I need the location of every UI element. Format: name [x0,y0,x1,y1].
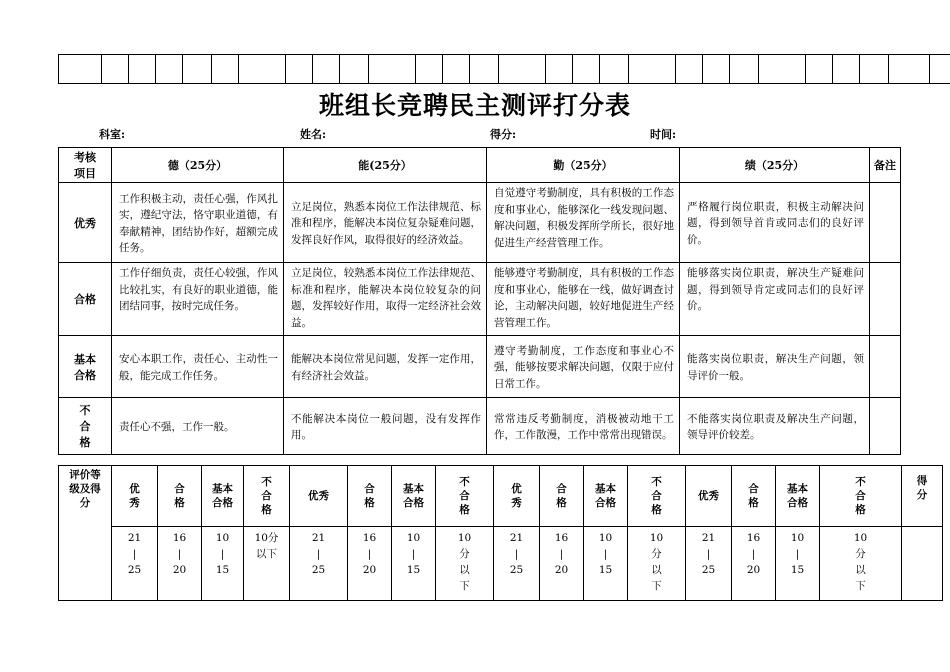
grade-range-cell: 10 分 以 下 [628,527,686,601]
neng-desc: 立足岗位，熟悉本岗位工作法律规范、标准和程序，能解决本岗位复杂疑难问题，发挥良好作风，取得很好的经济效益。 [284,183,487,263]
grade-level-cell: 基本 合格 [392,466,436,527]
grade-range-row [59,527,943,601]
level-label: 合格 [59,263,112,336]
remark-cell [870,398,901,455]
grading-table [58,465,943,601]
grade-range-cell: 10 | 15 [392,527,436,601]
score-column-header: 得 分 [902,466,943,527]
header-row [59,148,901,183]
grade-range-cell: 16 | 20 [348,527,392,601]
grade-range-cell: 10 | 15 [584,527,628,601]
grade-level-cell: 优秀 [290,466,348,527]
grade-level-cell: 合 格 [540,466,584,527]
grade-range-cell: 21 | 25 [686,527,732,601]
page-title: 班组长竞聘民主测评打分表 [318,91,631,120]
qin-desc: 能够遵守考勤制度，具有积极的工作态度和事业心，能够在一线，做好调查讨论，主动解决问题，较好地促进生产经营管理工作。 [487,263,680,336]
grade-range-cell: 16 | 20 [158,527,202,601]
row-basic [59,336,901,398]
ji-desc: 能落实岗位职责，解决生产问题，领导评价一般。 [680,336,870,398]
grade-level-cell: 基本 合格 [584,466,628,527]
header-ji: 绩（25分） [680,148,870,183]
de-desc: 安心本职工作，责任心、主动性一般，能完成工作任务。 [112,336,284,398]
level-label: 优秀 [59,183,112,263]
qin-desc: 常常违反考勤制度，消极被动地干工作，工作散漫，工作中常常出现错误。 [487,398,680,455]
remark-cell [870,183,901,263]
grade-level-cell: 不 合 格 [436,466,494,527]
grade-range-cell: 16 | 20 [540,527,584,601]
name-label: 姓名: [300,128,327,141]
grade-level-cell: 不 合 格 [628,466,686,527]
grade-level-cell: 优 秀 [112,466,158,527]
grade-range-cell: 10 分 以 下 [820,527,902,601]
blank-header-strip [58,54,950,84]
score-value-cell[interactable] [902,527,943,601]
grade-level-cell: 不 合 格 [244,466,290,527]
level-label: 不 合 格 [59,398,112,455]
grading-label: 评价等 级及得 分 [59,466,112,601]
grade-level-row [59,466,943,527]
grade-range-cell: 10 | 15 [776,527,820,601]
row-excellent [59,183,901,263]
grade-range-cell: 16 | 20 [732,527,776,601]
grade-level-cell: 合 格 [732,466,776,527]
grade-level-cell: 基本 合格 [202,466,244,527]
grade-level-cell: 不 合 格 [820,466,902,527]
level-label: 基本 合格 [59,336,112,398]
neng-desc: 立足岗位，较熟悉本岗位工作法律规范、标准和程序，能解决本岗位较复杂的问题，发挥较好作用，取得一定经济社会效益。 [284,263,487,336]
header-neng: 能(25分） [284,148,487,183]
de-desc: 责任心不强，工作一般。 [112,398,284,455]
grade-level-cell: 合 格 [158,466,202,527]
grade-level-cell: 优秀 [686,466,732,527]
time-label: 时间: [650,128,677,141]
ji-desc: 能够落实岗位职责，解决生产疑难问题，得到领导肯定或同志们的良好评价。 [680,263,870,336]
grade-range-cell: 21 | 25 [290,527,348,601]
remark-cell [870,263,901,336]
header-remark: 备注 [870,148,901,183]
grade-level-cell: 合 格 [348,466,392,527]
header-de: 德（25分） [112,148,284,183]
department-label: 科室: [99,128,126,141]
grade-range-cell: 10 分 以 下 [436,527,494,601]
ji-desc: 不能落实岗位职责及解决生产问题，领导评价较差。 [680,398,870,455]
qin-desc: 自觉遵守考勤制度，具有积极的工作态度和事业心，能够深化一线发现问题、解决问题，积极发挥所学所长，很好地促进生产经营管理工作。 [487,183,680,263]
ji-desc: 严格履行岗位职责，积极主动解决问题，得到领导首肯或同志们的良好评价。 [680,183,870,263]
score-label: 得分: [490,128,517,141]
grade-level-cell: 优 秀 [494,466,540,527]
grade-level-cell: 基本 合格 [776,466,820,527]
grade-range-cell: 10 | 15 [202,527,244,601]
de-desc: 工作积极主动，责任心强，作风扎实，遵纪守法，恪守职业道德，有奉献精神，团结协作好，超额完成任务。 [112,183,284,263]
header-item: 考核 项目 [59,148,112,183]
neng-desc: 能解决本岗位常见问题，发挥一定作用，有经济社会效益。 [284,336,487,398]
qin-desc: 遵守考勤制度，工作态度和事业心不强，能够按要求解决问题，仅限于应付日常工作。 [487,336,680,398]
grade-range-cell: 10分 以下 [244,527,290,601]
remark-cell [870,336,901,398]
row-unqualified [59,398,901,455]
row-qualified [59,263,901,336]
grade-range-cell: 21 | 25 [112,527,158,601]
grade-range-cell: 21 | 25 [494,527,540,601]
de-desc: 工作仔细负责，责任心较强，作风比较扎实，有良好的职业道德，能团结同事，按时完成任务。 [112,263,284,336]
evaluation-table [58,147,901,455]
header-qin: 勤（25分） [487,148,680,183]
neng-desc: 不能解决本岗位一般问题，没有发挥作用。 [284,398,487,455]
